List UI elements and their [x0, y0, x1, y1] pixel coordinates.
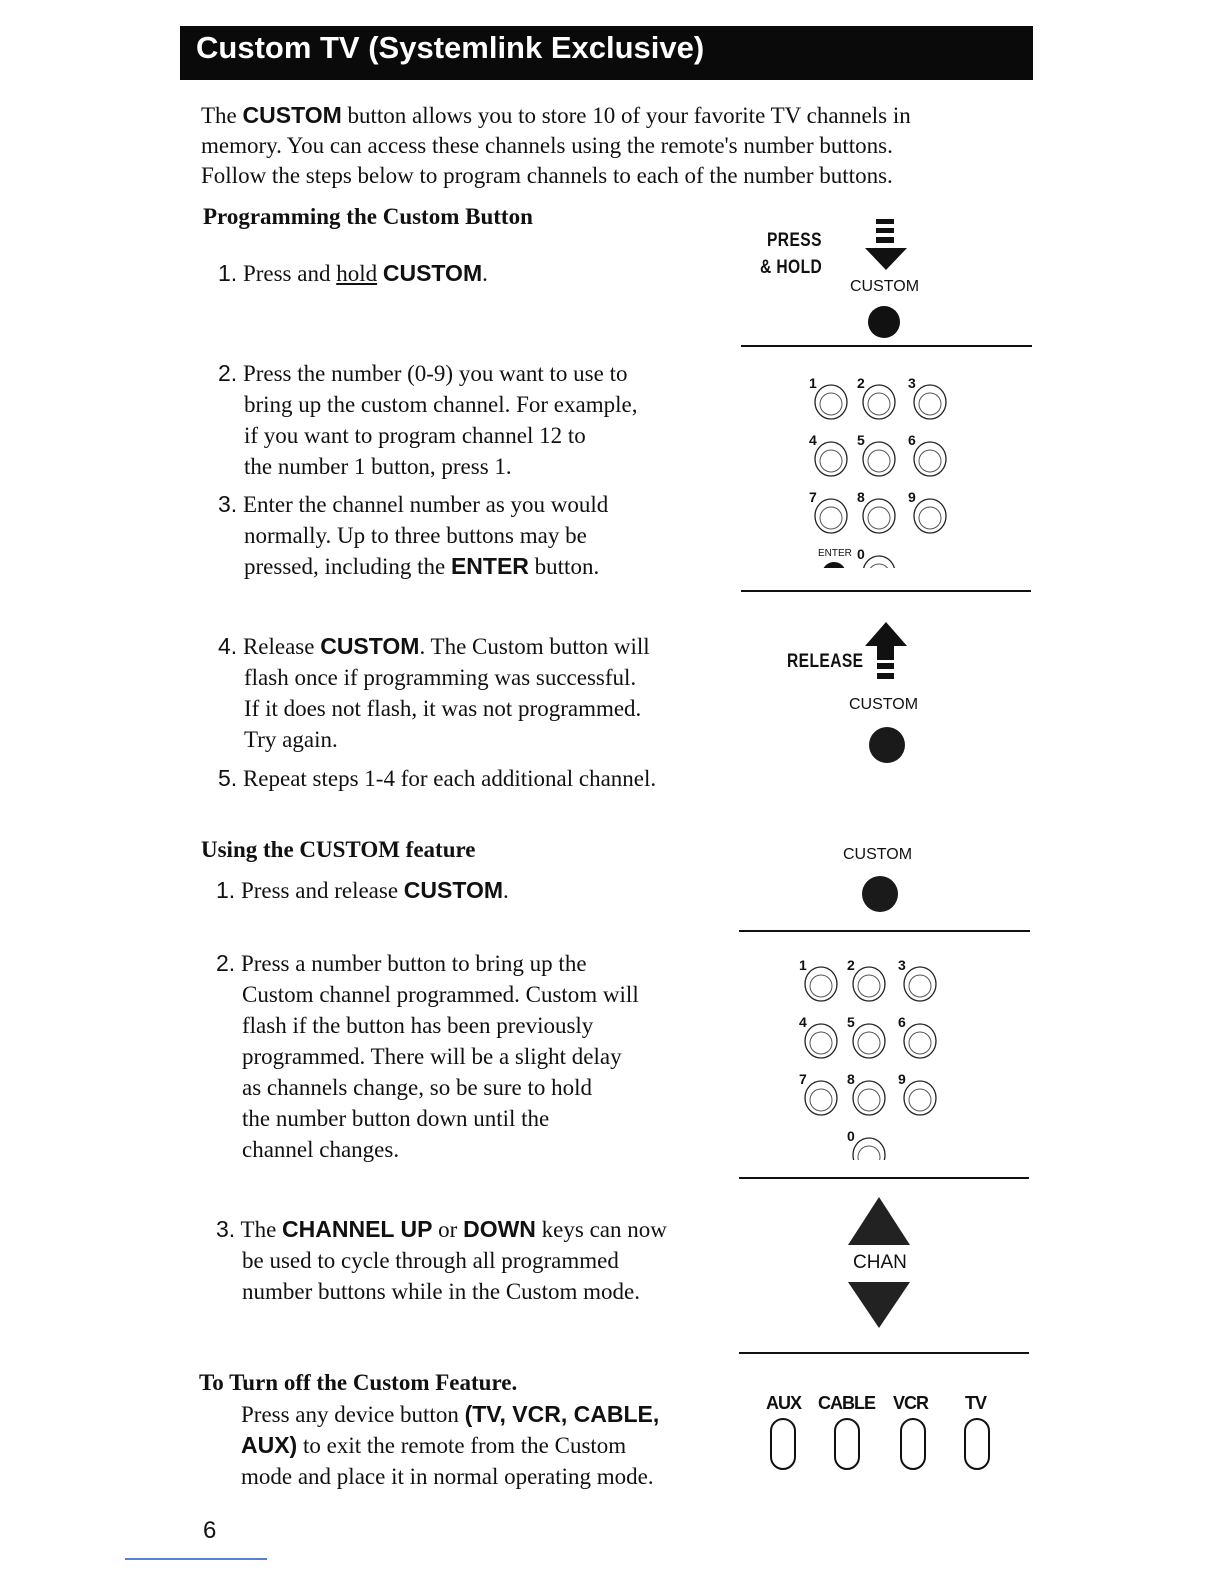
key-label: 2 [857, 375, 865, 391]
device-label-vcr: VCR [893, 1393, 929, 1413]
number-key-3[interactable] [908, 375, 946, 419]
intro-line-3: Follow the steps below to program channels to each of the number buttons. [201, 163, 893, 188]
device-buttons [768, 1416, 998, 1472]
channel-down-icon [846, 1280, 912, 1330]
keypad [796, 950, 966, 1160]
key-label: 8 [847, 1071, 855, 1087]
key-label: 0 [857, 546, 865, 562]
number-key-2[interactable] [847, 957, 885, 1001]
key-label: 7 [809, 489, 817, 505]
vcr-button[interactable] [901, 1419, 925, 1469]
prog-step-5: 5. Repeat steps 1-4 for each additional channel. [218, 765, 657, 791]
prog-step-4: 4. Release CUSTOM. The Custom button will flash once if programming was successful. If it does not flash, it was not programmed. Try again. [218, 633, 650, 752]
key-label: 7 [799, 1071, 807, 1087]
number-key-0[interactable] [857, 546, 895, 568]
section-heading-programming: Programming the Custom Button [203, 204, 533, 229]
key-label: 0 [847, 1128, 855, 1144]
number-key-5[interactable] [847, 1014, 885, 1058]
key-label: 5 [847, 1014, 855, 1030]
custom-button-icon [869, 727, 905, 763]
key-label: 3 [908, 375, 916, 391]
key-label: 4 [799, 1014, 807, 1030]
key-label: 8 [857, 489, 865, 505]
custom-button-icon [862, 876, 898, 912]
release-label: RELEASE [787, 651, 864, 672]
key-label: 3 [898, 957, 906, 973]
enter-label: ENTER [818, 548, 852, 559]
custom-label-2: CUSTOM [849, 696, 919, 713]
prog-step-3: 3. Enter the channel number as you would normally. Up to three buttons may be pressed, including the ENTER button. [218, 491, 609, 579]
tv-button[interactable] [965, 1419, 989, 1469]
up-arrow-icon [862, 620, 910, 688]
key-label: 2 [847, 957, 855, 973]
divider [741, 590, 1031, 592]
enter-key[interactable] [818, 548, 852, 568]
custom-label-1: CUSTOM [850, 278, 920, 295]
number-key-7[interactable] [809, 489, 847, 533]
use-step-2: 2. Press a number button to bring up the Custom channel programmed. Custom will flash if the button has been previously programmed. There will be a slight delay as channels change, so be sure to hold the number button down until the channel changes. [216, 950, 639, 1162]
custom-button-icon [868, 306, 900, 338]
section-heading-using: Using the CUSTOM feature [201, 837, 476, 862]
number-key-5[interactable] [857, 432, 895, 476]
intro-line-1: The CUSTOM button allows you to store 10 of your favorite TV channels in [201, 102, 911, 128]
cable-button[interactable] [835, 1419, 859, 1469]
number-key-4[interactable] [809, 432, 847, 476]
prog-step-2: 2. Press the number (0-9) you want to use to bring up the custom channel. For example, if you want to program channel 12 to the number 1 button, press 1. [218, 360, 638, 479]
aux-button[interactable] [771, 1419, 795, 1469]
number-key-7[interactable] [799, 1071, 837, 1115]
number-key-1[interactable] [799, 957, 837, 1001]
device-label-aux: AUX [766, 1393, 802, 1413]
key-label: 5 [857, 432, 865, 448]
turn-off-paragraph: Press any device button (TV, VCR, CABLE, AUX) to exit the remote from the Custom mode and place it in normal operating mode. [241, 1401, 660, 1489]
keypad-with-enter [806, 368, 966, 568]
channel-up-icon [846, 1195, 912, 1247]
key-label: 6 [908, 432, 916, 448]
intro-line-2: memory. You can access these channels using the remote's number buttons. [201, 133, 893, 158]
press-label: PRESS [767, 230, 822, 251]
page-title: Custom TV (Systemlink Exclusive) [196, 30, 705, 65]
number-key-6[interactable] [898, 1014, 936, 1058]
number-key-9[interactable] [898, 1071, 936, 1115]
use-step-1: 1. Press and release CUSTOM. [216, 877, 509, 903]
number-key-6[interactable] [908, 432, 946, 476]
divider [739, 930, 1030, 932]
section-heading-turn-off: To Turn off the Custom Feature. [199, 1370, 518, 1395]
key-label: 9 [898, 1071, 906, 1087]
page-number: 6 [203, 1517, 217, 1544]
number-key-1[interactable] [809, 375, 847, 419]
hold-label: & HOLD [760, 257, 823, 278]
intro-paragraph [201, 100, 911, 191]
key-label: 9 [908, 489, 916, 505]
key-label: 6 [898, 1014, 906, 1030]
number-key-4[interactable] [799, 1014, 837, 1058]
number-key-9[interactable] [908, 489, 946, 533]
key-label: 1 [799, 957, 807, 973]
divider [741, 345, 1032, 347]
device-label-cable: CABLE [818, 1393, 875, 1413]
number-key-0[interactable] [847, 1128, 885, 1160]
footer-line [125, 1558, 267, 1560]
key-label: 1 [809, 375, 817, 391]
number-key-8[interactable] [847, 1071, 885, 1115]
number-key-3[interactable] [898, 957, 936, 1001]
divider [739, 1352, 1029, 1354]
chan-label: CHAN [853, 1252, 907, 1273]
prog-step-1: 1. Press and hold CUSTOM. [218, 260, 488, 286]
divider [739, 1177, 1029, 1179]
key-label: 4 [809, 432, 817, 448]
use-step-3: 3. The CHANNEL UP or DOWN keys can now be used to cycle through all programmed number buttons while in the Custom mode. [216, 1216, 667, 1304]
device-label-tv: TV [965, 1393, 987, 1413]
number-key-8[interactable] [857, 489, 895, 533]
custom-label-3: CUSTOM [843, 846, 913, 863]
number-key-2[interactable] [857, 375, 895, 419]
down-arrow-icon [862, 218, 910, 272]
